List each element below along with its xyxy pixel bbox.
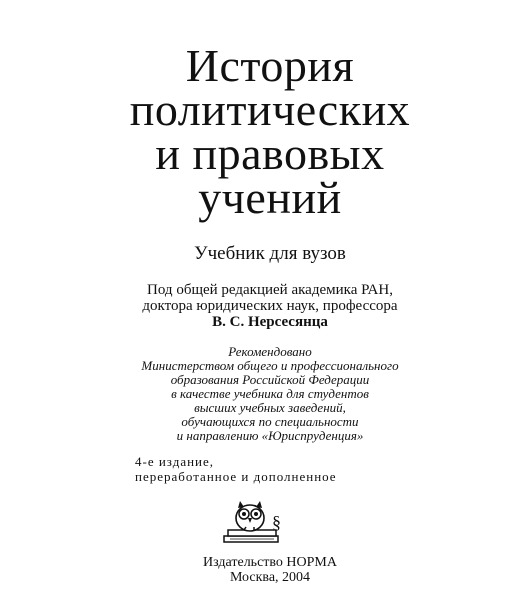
recommendation-line: в качестве учебника для студентов xyxy=(171,386,369,401)
publisher-city-year: Москва, 2004 xyxy=(229,570,311,585)
editor-line: Под общей редакцией академика РАН, xyxy=(147,282,393,298)
editor-line: доктора юридических наук, профессора xyxy=(142,298,398,314)
recommendation-line: Министерством общего и профессионального xyxy=(141,358,399,373)
recommendation-line: обучающихся по специальности xyxy=(181,414,359,429)
edition-line: 4-е издание, xyxy=(135,454,215,469)
book-title xyxy=(60,40,480,223)
book-subtitle: Учебник для вузов xyxy=(194,243,346,264)
edition-line: переработанное и дополненное xyxy=(135,469,337,484)
recommendation-line: высших учебных заведений, xyxy=(194,400,346,415)
publisher-name: Издательство НОРМА xyxy=(203,555,337,570)
title-line: политических xyxy=(129,84,411,135)
svg-text:§: § xyxy=(272,512,281,532)
editor-block xyxy=(70,282,470,330)
title-line: учений xyxy=(198,172,342,223)
recommendation-line: образования Российской Федерации xyxy=(170,372,370,387)
recommendation-block xyxy=(90,345,450,443)
title-line: История xyxy=(185,40,355,91)
title-line: и правовых xyxy=(155,128,385,179)
publisher-block xyxy=(120,555,420,585)
editor-name: В. С. Нерсесянца xyxy=(212,314,328,330)
recommendation-heading: Рекомендовано xyxy=(228,344,312,359)
owl-books-icon xyxy=(220,498,290,548)
edition-block xyxy=(135,454,435,484)
recommendation-line: и направлению «Юриспруденция» xyxy=(176,428,364,443)
